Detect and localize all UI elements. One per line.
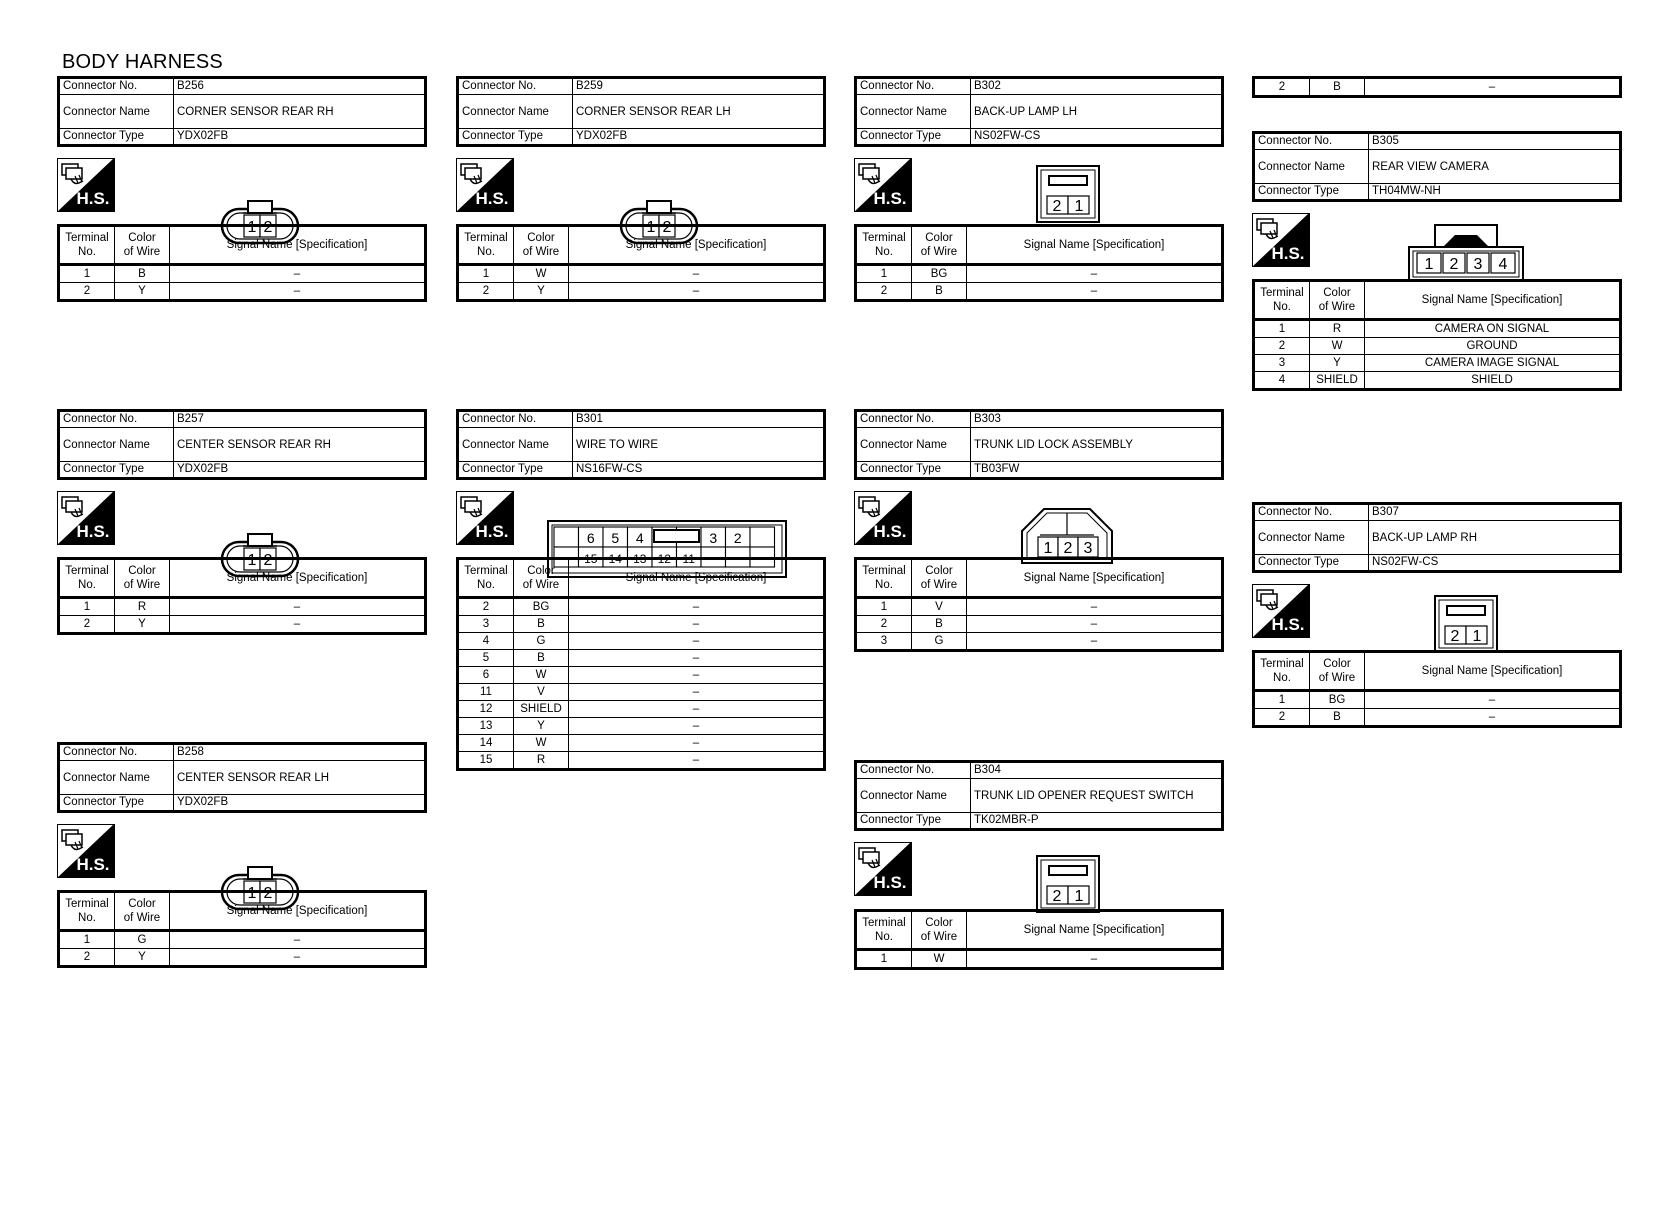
terminal-cell: 3 — [458, 616, 514, 633]
table-row — [856, 616, 1223, 633]
connector-no-value: B304 — [971, 762, 1223, 779]
connector-name-value: TRUNK LID LOCK ASSEMBLY — [971, 428, 1223, 462]
pin-label: 1 — [247, 885, 257, 902]
wire-color-cell: G — [115, 931, 170, 949]
terminal-cell: 1 — [59, 265, 115, 283]
hs-label: H.S. — [873, 189, 907, 208]
terminal-header: Terminal No. — [59, 559, 115, 598]
harness-side-icon — [57, 824, 115, 878]
terminal-header: Terminal No. — [1254, 281, 1310, 320]
terminal-cell: 1 — [59, 598, 115, 616]
connector-no-label: Connector No. — [458, 78, 573, 95]
connector-no-value: B303 — [971, 411, 1223, 428]
signal-name-header: Signal Name [Specification] — [569, 226, 825, 265]
connector-block-b304 — [854, 760, 1224, 965]
signal-cell: – — [1365, 78, 1621, 97]
wire-color-cell: B — [1310, 78, 1365, 97]
pin-label: 11 — [682, 552, 695, 566]
terminal-table — [57, 224, 427, 302]
connector-no-label: Connector No. — [1254, 504, 1369, 521]
connector-name-label: Connector Name — [856, 779, 971, 813]
connector-type-label: Connector Type — [458, 462, 573, 479]
signal-cell: – — [967, 950, 1223, 969]
connector-type-value: NS02FW-CS — [971, 129, 1223, 146]
harness-side-icon — [57, 158, 115, 212]
connector-type-label: Connector Type — [59, 462, 174, 479]
table-row — [458, 633, 825, 650]
wire-color-cell: B — [912, 283, 967, 301]
terminal-table — [57, 557, 427, 635]
pin-label: 3 — [709, 530, 718, 546]
wire-color-cell: R — [514, 752, 569, 770]
connector-name-label: Connector Name — [59, 761, 174, 795]
table-row — [1254, 320, 1621, 338]
signal-name-header: Signal Name [Specification] — [967, 559, 1223, 598]
harness-side-icon — [854, 842, 912, 896]
connector-info-table — [854, 409, 1224, 480]
wire-color-cell: G — [514, 633, 569, 650]
pin-label: 5 — [611, 530, 620, 546]
wire-color-cell: B — [1310, 709, 1365, 727]
terminal-header: Terminal No. — [59, 892, 115, 931]
hs-label: H.S. — [76, 855, 110, 874]
terminal-table — [854, 557, 1224, 652]
pin-label: 3 — [1083, 540, 1093, 557]
terminal-cell: 2 — [856, 616, 912, 633]
connector-type-value: YDX02FB — [174, 462, 426, 479]
table-row — [458, 667, 825, 684]
terminal-cell: 6 — [458, 667, 514, 684]
signal-cell: – — [569, 616, 825, 633]
connector-info-table — [456, 76, 826, 147]
connector-type-value: YDX02FB — [573, 129, 825, 146]
table-row — [856, 598, 1223, 616]
table-row — [59, 931, 426, 949]
harness-side-icon — [57, 491, 115, 545]
hs-label: H.S. — [76, 189, 110, 208]
table-row — [856, 633, 1223, 651]
connector-type-label: Connector Type — [1254, 555, 1369, 572]
signal-cell: – — [569, 650, 825, 667]
terminal-cell: 2 — [458, 283, 514, 301]
connector-info-table — [57, 76, 427, 147]
terminal-cell: 2 — [1254, 338, 1310, 355]
connector-type-value: TK02MBR-P — [971, 813, 1223, 830]
terminal-cell: 3 — [856, 633, 912, 651]
signal-cell: – — [170, 598, 426, 616]
connector-info-table — [57, 409, 427, 480]
signal-cell: – — [569, 735, 825, 752]
wire-color-cell: Y — [514, 283, 569, 301]
terminal-table — [1252, 650, 1622, 728]
terminal-header: Terminal No. — [1254, 652, 1310, 691]
connector-info-table — [854, 76, 1224, 147]
wire-color-header: Color of Wire — [1310, 281, 1365, 320]
pin-label: 1 — [1472, 628, 1482, 645]
harness-side-icon — [854, 491, 912, 545]
pin-label: 12 — [657, 552, 671, 566]
signal-cell: – — [569, 718, 825, 735]
connector-no-value: B258 — [174, 744, 426, 761]
pin-label: 2 — [1052, 888, 1062, 905]
table-row — [458, 598, 825, 616]
connector-no-label: Connector No. — [856, 411, 971, 428]
signal-cell: – — [170, 265, 426, 283]
connector-name-label: Connector Name — [59, 95, 174, 129]
terminal-cell: 2 — [1254, 78, 1310, 97]
wire-color-cell: W — [514, 265, 569, 283]
page-title: BODY HARNESS — [62, 51, 223, 73]
terminal-header: Terminal No. — [458, 559, 514, 598]
connector-type-label: Connector Type — [856, 462, 971, 479]
connector-face-diagram — [1035, 164, 1101, 229]
signal-name-header: Signal Name [Specification] — [170, 559, 426, 598]
wire-color-cell: W — [514, 735, 569, 752]
signal-cell: – — [967, 633, 1223, 651]
signal-cell: – — [170, 949, 426, 967]
harness-side-icon — [456, 491, 514, 545]
connector-name-label: Connector Name — [856, 95, 971, 129]
terminal-cell: 2 — [856, 283, 912, 301]
wire-color-cell: B — [912, 616, 967, 633]
pin-label: 1 — [1424, 256, 1434, 273]
wire-color-cell: W — [514, 667, 569, 684]
pin-label: 2 — [1450, 628, 1460, 645]
table-row — [458, 735, 825, 752]
signal-cell: SHIELD — [1365, 372, 1621, 390]
continuation-table — [1252, 76, 1622, 98]
terminal-table — [854, 224, 1224, 302]
connector-info-table — [854, 760, 1224, 831]
connector-no-label: Connector No. — [1254, 133, 1369, 150]
wire-color-cell: Y — [1310, 355, 1365, 372]
connector-no-label: Connector No. — [59, 78, 174, 95]
wire-color-cell: Y — [115, 616, 170, 634]
hs-label: H.S. — [873, 873, 907, 892]
connector-type-value: NS16FW-CS — [573, 462, 825, 479]
wire-color-cell: B — [514, 650, 569, 667]
signal-name-header: Signal Name [Specification] — [967, 226, 1223, 265]
wire-color-cell: BG — [1310, 691, 1365, 709]
terminal-cell: 1 — [856, 265, 912, 283]
wire-color-cell: SHIELD — [1310, 372, 1365, 390]
terminal-table — [456, 557, 826, 771]
connector-block-b257 — [57, 409, 427, 630]
connector-block-b307 — [1252, 502, 1622, 723]
terminal-cell: 13 — [458, 718, 514, 735]
terminal-cell: 2 — [59, 616, 115, 634]
signal-cell: – — [170, 283, 426, 301]
connector-name-value: CORNER SENSOR REAR RH — [174, 95, 426, 129]
table-row — [458, 684, 825, 701]
table-row — [458, 616, 825, 633]
table-row — [458, 650, 825, 667]
wire-color-cell: Y — [115, 949, 170, 967]
connector-name-value: TRUNK LID OPENER REQUEST SWITCH — [971, 779, 1223, 813]
connector-type-value: TH04MW-NH — [1369, 184, 1621, 201]
table-row — [1254, 355, 1621, 372]
terminal-cell: 1 — [856, 598, 912, 616]
terminal-table — [1252, 279, 1622, 391]
table-row — [1254, 338, 1621, 355]
wire-color-header: Color of Wire — [912, 911, 967, 950]
wire-color-cell: B — [514, 616, 569, 633]
signal-name-header: Signal Name [Specification] — [1365, 652, 1621, 691]
connector-name-value: WIRE TO WIRE — [573, 428, 825, 462]
terminal-table — [854, 909, 1224, 970]
connector-type-label: Connector Type — [59, 129, 174, 146]
pin-label: 1 — [1074, 198, 1084, 215]
connector-no-value: B257 — [174, 411, 426, 428]
connector-block-b259 — [456, 76, 826, 297]
terminal-header: Terminal No. — [856, 911, 912, 950]
terminal-cell: 4 — [1254, 372, 1310, 390]
connector-no-label: Connector No. — [59, 744, 174, 761]
table-row — [59, 265, 426, 283]
connector-type-label: Connector Type — [856, 129, 971, 146]
pin-label: 1 — [1043, 540, 1053, 557]
connector-name-value: CENTER SENSOR REAR LH — [174, 761, 426, 795]
terminal-cell: 1 — [856, 950, 912, 969]
table-row — [458, 752, 825, 770]
connector-name-value: REAR VIEW CAMERA — [1369, 150, 1621, 184]
connector-name-label: Connector Name — [59, 428, 174, 462]
connector-type-label: Connector Type — [1254, 184, 1369, 201]
pin-label: 6 — [586, 530, 595, 546]
pin-label: 1 — [247, 552, 257, 569]
signal-cell: – — [967, 616, 1223, 633]
signal-name-header: Signal Name [Specification] — [569, 559, 825, 598]
terminal-cell: 5 — [458, 650, 514, 667]
hs-label: H.S. — [76, 522, 110, 541]
table-row — [856, 950, 1223, 969]
wire-color-cell: B — [115, 265, 170, 283]
connector-no-value: B305 — [1369, 133, 1621, 150]
pin-label: 3 — [1473, 256, 1483, 273]
wire-color-cell: BG — [514, 598, 569, 616]
terminal-header: Terminal No. — [59, 226, 115, 265]
table-row — [1254, 78, 1621, 97]
connector-name-label: Connector Name — [1254, 521, 1369, 555]
wire-color-header: Color of Wire — [115, 226, 170, 265]
wire-color-header: Color of Wire — [912, 226, 967, 265]
signal-cell: – — [569, 701, 825, 718]
connector-type-label: Connector Type — [856, 813, 971, 830]
wire-color-cell: SHIELD — [514, 701, 569, 718]
wire-color-cell: V — [912, 598, 967, 616]
signal-cell: – — [1365, 709, 1621, 727]
terminal-cell: 2 — [59, 949, 115, 967]
terminal-table — [57, 890, 427, 968]
connector-info-table — [1252, 502, 1622, 573]
pin-label: 2 — [263, 219, 273, 236]
connector-type-label: Connector Type — [458, 129, 573, 146]
table-row — [458, 718, 825, 735]
pin-label: 2 — [263, 552, 273, 569]
hs-label: H.S. — [475, 189, 509, 208]
connector-name-value: BACK-UP LAMP LH — [971, 95, 1223, 129]
connector-block-b256 — [57, 76, 427, 297]
connector-info-table — [456, 409, 826, 480]
wire-color-cell: G — [912, 633, 967, 651]
wire-color-cell: BG — [912, 265, 967, 283]
connector-name-value: CENTER SENSOR REAR RH — [174, 428, 426, 462]
connector-block-b305 — [1252, 131, 1622, 386]
signal-cell: – — [170, 931, 426, 949]
connector-no-label: Connector No. — [458, 411, 573, 428]
connector-name-value: CORNER SENSOR REAR LH — [573, 95, 825, 129]
table-row — [1254, 372, 1621, 390]
harness-side-icon — [1252, 584, 1310, 638]
connector-no-value: B301 — [573, 411, 825, 428]
signal-name-header: Signal Name [Specification] — [967, 911, 1223, 950]
table-row — [458, 265, 825, 283]
terminal-cell: 11 — [458, 684, 514, 701]
connector-name-label: Connector Name — [458, 95, 573, 129]
terminal-table — [456, 224, 826, 302]
pin-label: 13 — [633, 552, 647, 566]
terminal-cell: 1 — [1254, 691, 1310, 709]
connector-info-table — [57, 742, 427, 813]
connector-block-b301 — [456, 409, 826, 766]
harness-side-icon — [1252, 213, 1310, 267]
table-row — [1254, 709, 1621, 727]
terminal-cell: 14 — [458, 735, 514, 752]
signal-cell: – — [569, 265, 825, 283]
signal-cell: – — [569, 633, 825, 650]
pin-label: 1 — [1074, 888, 1084, 905]
signal-cell: – — [569, 598, 825, 616]
wire-color-cell: R — [1310, 320, 1365, 338]
connector-block-b258 — [57, 742, 427, 963]
connector-type-label: Connector Type — [59, 795, 174, 812]
terminal-cell: 2 — [1254, 709, 1310, 727]
connector-block-b303 — [854, 409, 1224, 647]
terminal-cell: 1 — [1254, 320, 1310, 338]
pin-label: 15 — [584, 552, 598, 566]
connector-name-label: Connector Name — [458, 428, 573, 462]
signal-name-header: Signal Name [Specification] — [170, 892, 426, 931]
terminal-header: Terminal No. — [458, 226, 514, 265]
pin-label: 14 — [608, 552, 622, 566]
connector-info-table — [1252, 131, 1622, 202]
signal-name-header: Signal Name [Specification] — [170, 226, 426, 265]
hs-label: H.S. — [1271, 244, 1305, 263]
connector-no-value: B307 — [1369, 504, 1621, 521]
table-row — [856, 265, 1223, 283]
wire-color-cell: R — [115, 598, 170, 616]
wire-color-cell: W — [912, 950, 967, 969]
terminal-cell: 4 — [458, 633, 514, 650]
connector-name-label: Connector Name — [856, 428, 971, 462]
wire-color-cell: W — [1310, 338, 1365, 355]
pin-label: 1 — [247, 219, 257, 236]
pin-label: 2 — [1063, 540, 1073, 557]
table-row — [458, 283, 825, 301]
wire-color-header: Color of Wire — [514, 226, 569, 265]
signal-cell: – — [1365, 691, 1621, 709]
connector-no-label: Connector No. — [59, 411, 174, 428]
wire-color-header: Color of Wire — [912, 559, 967, 598]
wire-color-cell: Y — [514, 718, 569, 735]
pin-label: 4 — [1498, 256, 1508, 273]
table-row — [59, 616, 426, 634]
signal-cell: – — [569, 684, 825, 701]
pin-label: 2 — [662, 219, 672, 236]
harness-side-icon — [456, 158, 514, 212]
table-row — [59, 283, 426, 301]
signal-cell: – — [170, 616, 426, 634]
wire-color-header: Color of Wire — [514, 559, 569, 598]
connector-block-b302 — [854, 76, 1224, 297]
wire-color-cell: Y — [115, 283, 170, 301]
pin-label: 4 — [635, 530, 644, 546]
signal-cell: – — [967, 265, 1223, 283]
terminal-cell: 1 — [458, 265, 514, 283]
connector-type-value: TB03FW — [971, 462, 1223, 479]
connector-no-label: Connector No. — [856, 78, 971, 95]
wire-color-cell: V — [514, 684, 569, 701]
wire-color-header: Color of Wire — [1310, 652, 1365, 691]
table-row — [458, 701, 825, 718]
signal-cell: GROUND — [1365, 338, 1621, 355]
table-row — [59, 949, 426, 967]
connector-no-value: B256 — [174, 78, 426, 95]
terminal-cell: 2 — [59, 283, 115, 301]
harness-side-icon — [854, 158, 912, 212]
pin-label: 2 — [1449, 256, 1459, 273]
terminal-cell: 15 — [458, 752, 514, 770]
signal-cell: – — [967, 283, 1223, 301]
signal-cell: CAMERA IMAGE SIGNAL — [1365, 355, 1621, 372]
connector-no-value: B259 — [573, 78, 825, 95]
pin-label: 2 — [1052, 198, 1062, 215]
signal-cell: – — [967, 598, 1223, 616]
terminal-cell: 3 — [1254, 355, 1310, 372]
pin-label: 2 — [733, 530, 742, 546]
connector-type-value: YDX02FB — [174, 129, 426, 146]
terminal-cell: 2 — [458, 598, 514, 616]
terminal-header: Terminal No. — [856, 226, 912, 265]
signal-cell: – — [569, 667, 825, 684]
terminal-header: Terminal No. — [856, 559, 912, 598]
signal-cell: – — [569, 752, 825, 770]
pin-label: 1 — [646, 219, 656, 236]
connector-no-value: B302 — [971, 78, 1223, 95]
pin-label: 2 — [263, 885, 273, 902]
connector-name-value: BACK-UP LAMP RH — [1369, 521, 1621, 555]
connector-name-label: Connector Name — [1254, 150, 1369, 184]
signal-name-header: Signal Name [Specification] — [1365, 281, 1621, 320]
wire-color-header: Color of Wire — [115, 892, 170, 931]
signal-cell: – — [569, 283, 825, 301]
hs-label: H.S. — [873, 522, 907, 541]
terminal-cell: 1 — [59, 931, 115, 949]
hs-label: H.S. — [1271, 615, 1305, 634]
hs-label: H.S. — [475, 522, 509, 541]
terminal-cell: 12 — [458, 701, 514, 718]
wire-color-header: Color of Wire — [115, 559, 170, 598]
table-row — [1254, 691, 1621, 709]
table-row — [59, 598, 426, 616]
connector-type-value: YDX02FB — [174, 795, 426, 812]
connector-no-label: Connector No. — [856, 762, 971, 779]
table-row — [856, 283, 1223, 301]
connector-type-value: NS02FW-CS — [1369, 555, 1621, 572]
signal-cell: CAMERA ON SIGNAL — [1365, 320, 1621, 338]
